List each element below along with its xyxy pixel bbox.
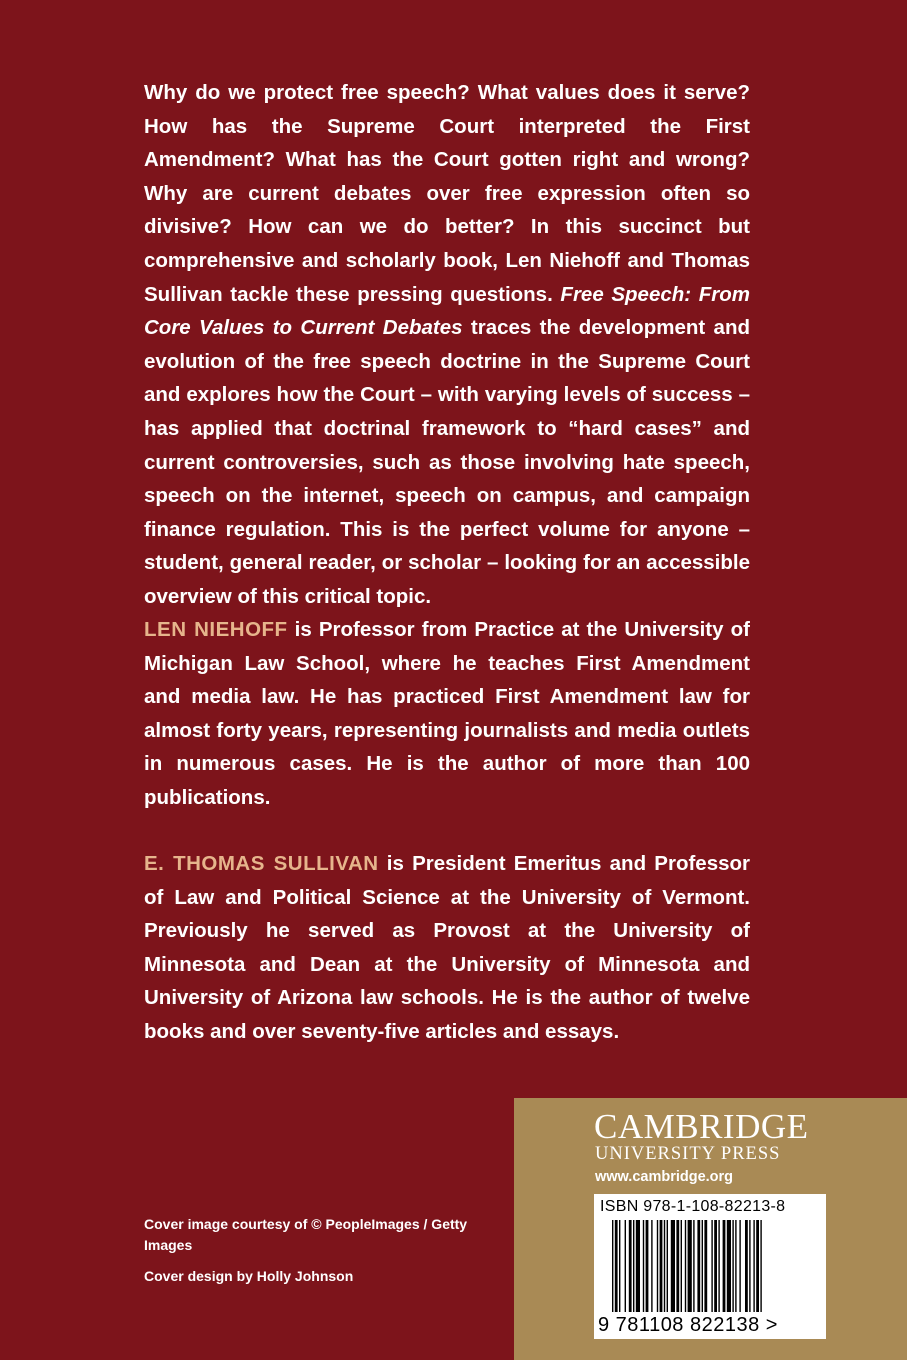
publisher-box (514, 1098, 907, 1360)
barcode-bar (756, 1220, 759, 1312)
barcode-bar (727, 1220, 731, 1312)
cover-credits (144, 1214, 474, 1287)
barcode-bar (749, 1220, 750, 1312)
author-bio-sullivan (144, 847, 750, 1049)
barcode-bar (671, 1220, 675, 1312)
barcode-bar (636, 1220, 640, 1312)
barcode-bar (704, 1220, 707, 1312)
publisher-url: www.cambridge.org (595, 1169, 734, 1185)
author-name-niehoff: LEN NIEHOFF (144, 618, 288, 641)
barcode-bar (629, 1220, 632, 1312)
barcode-bar (711, 1220, 712, 1312)
barcode-bar (688, 1220, 692, 1312)
barcode-bar (612, 1220, 613, 1312)
barcode-bar (702, 1220, 703, 1312)
barcode-bar (693, 1220, 694, 1312)
barcode-bar (651, 1220, 652, 1312)
barcode-bar (735, 1220, 736, 1312)
isbn-barcode (594, 1194, 826, 1339)
barcode-bar (667, 1220, 668, 1312)
barcode-bar (657, 1220, 658, 1312)
barcode-bar (697, 1220, 700, 1312)
publisher-press: UNIVERSITY PRESS (595, 1144, 781, 1164)
author-bio-niehoff (144, 613, 750, 815)
barcode-bar (619, 1220, 620, 1312)
barcode-bar (625, 1220, 626, 1312)
cover-design-credit: Cover design by Holly Johnson (144, 1268, 354, 1284)
barcode-bar (633, 1220, 634, 1312)
author-bio-text-niehoff: is Professor from Practice at the University of Michigan Law School, where he teaches First Amendment and media law. He has practiced First Amendment law for almost forty years, representing journalists and media outlets in numerous cases. He is the author of more than 100 publications. (144, 618, 750, 809)
barcode-bar (718, 1220, 719, 1312)
blurb-text-part2: traces the development and evolution of the free speech doctrine in the Supreme Court and explores how the Court – with varying levels of success – has applied that doctrinal framework to “hard cases” and current controversies, such as those involving hate speech, speech on the internet, speech on campus, and campaign finance regulation. This is the perfect volume for anyone – student, general reader, or scholar – looking for an accessible overview of this critical topic. (144, 316, 750, 608)
barcode-bar (739, 1220, 740, 1312)
barcode-bar (685, 1220, 686, 1312)
barcode-bar (732, 1220, 733, 1312)
barcode-bar (676, 1220, 679, 1312)
barcode-bar (723, 1220, 726, 1312)
book-title-italic: Free Speech: From Core Values to Current Debates (144, 282, 750, 340)
publisher-name: CAMBRIDGE (594, 1107, 809, 1146)
barcode-bar (664, 1220, 665, 1312)
barcode-bar (714, 1220, 717, 1312)
isbn-label: ISBN 978-1-108-82213-8 (600, 1198, 786, 1215)
barcode-bar (615, 1220, 618, 1312)
author-name-sullivan: E. THOMAS SULLIVAN (144, 852, 379, 875)
barcode-bar (646, 1220, 649, 1312)
barcode-bar (760, 1220, 761, 1312)
cover-image-credit: Cover image courtesy of © PeopleImages / Getty Images (144, 1216, 468, 1253)
barcode-digits: 9 781108 822138 > (598, 1314, 778, 1336)
barcode-bar (681, 1220, 682, 1312)
barcode-bar (745, 1220, 748, 1312)
barcode-bar (643, 1220, 644, 1312)
blurb-text-part1: Why do we protect free speech? What values does it serve? How has the Supreme Court interpreted the First Amendment? What has the Court gotten right and wrong? Why are current debates over free expression often so divisive? How can we do better? In this succinct but comprehensive and scholarly book, Len Niehoff and Thomas Sullivan tackle these pressing questions. (144, 81, 750, 306)
barcode-bar (753, 1220, 754, 1312)
book-blurb (144, 76, 750, 614)
barcode-bar (660, 1220, 663, 1312)
author-bio-text-sullivan: is President Emeritus and Professor of Law and Political Science at the University of Vermont. Previously he served as Provost at the University of Minnesota and Dean at the University of Minnesota and University of Arizona law schools. He is the author of twelve books and over seventy-five articles and essays. (144, 852, 750, 1043)
